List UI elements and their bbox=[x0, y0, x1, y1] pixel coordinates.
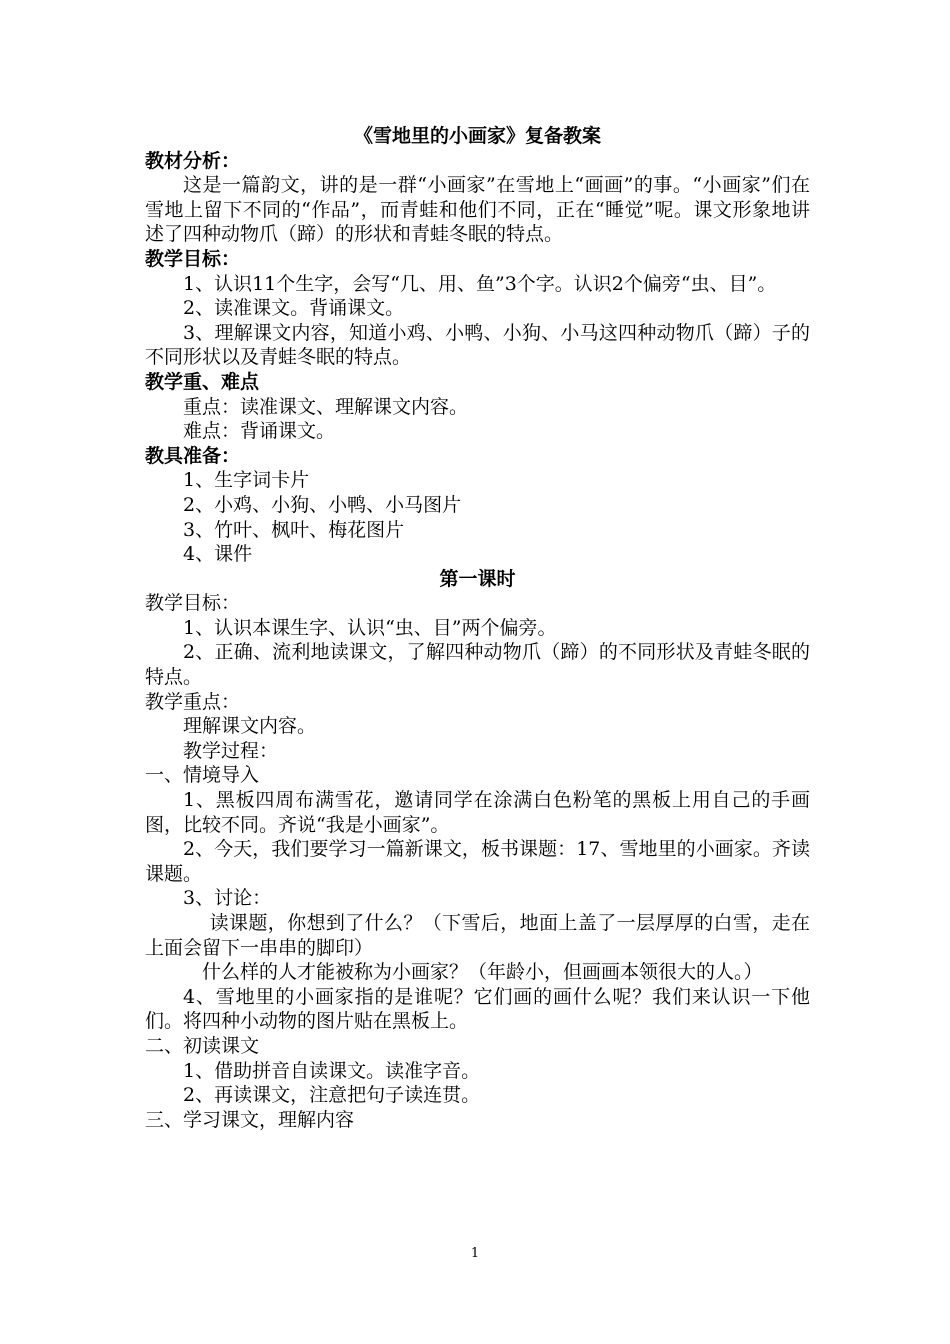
step2-item: 1、借助拼音自读课文。读准字音。 bbox=[183, 1059, 481, 1082]
goal-item: 1、认识11个生字，会写“几、用、鱼”3个字。认识2个偏旁“虫、目”。 bbox=[183, 272, 777, 295]
lesson1-focus-text: 理解课文内容。 bbox=[183, 715, 317, 738]
analysis-text: 这是一篇韵文，讲的是一群“小画家”在雪地上“画画”的事。“小画家”们在雪地上留下不同的“作品”，而青蛙和他们不同，正在“睡觉”呢。课文形象地讲述了四种动物爪（蹄）的形状和青蛙冬眠的特点。 bbox=[145, 174, 810, 246]
step3-heading: 三、学习课文，理解内容 bbox=[145, 1108, 355, 1131]
material-item: 4、课件 bbox=[183, 543, 253, 566]
step1-heading: 一、情境导入 bbox=[145, 764, 260, 787]
step2-item: 2、再读课文，注意把句子读连贯。 bbox=[183, 1084, 481, 1107]
lesson1-goals-label: 教学目标： bbox=[145, 592, 241, 615]
goal-item: 3、理解课文内容，知道小鸡、小鸭、小狗、小马这四种动物爪（蹄）子的不同形状以及青蛙冬眠的特点。 bbox=[145, 321, 810, 369]
goal-item: 2、读准课文。背诵课文。 bbox=[183, 297, 405, 320]
discussion-item: 什么样的人才能被称为小画家？（年龄小，但画画本领很大的人。） bbox=[202, 961, 763, 984]
goals-heading: 教学目标： bbox=[145, 247, 241, 270]
material-item: 1、生字词卡片 bbox=[183, 469, 310, 492]
lesson1-goal-item: 1、认识本课生字、认识“虫、目”两个偏旁。 bbox=[183, 616, 557, 639]
material-item: 2、小鸡、小狗、小鸭、小马图片 bbox=[183, 493, 462, 516]
document-content bbox=[145, 124, 810, 1132]
step1-item: 3、讨论： bbox=[183, 887, 272, 910]
materials-heading: 教具准备： bbox=[145, 444, 241, 467]
process-label: 教学过程： bbox=[183, 739, 279, 762]
step1-item: 4、雪地里的小画家指的是谁呢？它们画的画什么呢？我们来认识一下他们。将四种小动物的图片贴在黑板上。 bbox=[145, 985, 810, 1033]
lesson1-focus-label: 教学重点： bbox=[145, 690, 241, 713]
step2-heading: 二、初读课文 bbox=[145, 1034, 260, 1057]
lesson1-goal-item: 2、正确、流利地读课文，了解四种动物爪（蹄）的不同形状及青蛙冬眠的特点。 bbox=[145, 641, 810, 689]
material-item: 3、竹叶、枫叶、梅花图片 bbox=[183, 518, 405, 541]
page-number: 1 bbox=[470, 1246, 480, 1261]
lesson1-heading: 第一课时 bbox=[439, 567, 516, 590]
keypoints-heading: 教学重、难点 bbox=[145, 370, 260, 393]
document-title: 《雪地里的小画家》复备教案 bbox=[353, 125, 601, 147]
discussion-item: 读课题，你想到了什么？（下雪后，地面上盖了一层厚厚的白雪，走在上面会留下一串串的脚印） bbox=[145, 912, 810, 959]
step1-item: 2、今天，我们要学习一篇新课文，板书课题：17、雪地里的小画家。齐读课题。 bbox=[145, 838, 810, 885]
keypoint-item: 难点：背诵课文。 bbox=[183, 420, 336, 443]
analysis-heading: 教材分析： bbox=[145, 149, 241, 172]
step1-item: 1、黑板四周布满雪花，邀请同学在涂满白色粉笔的黑板上用自己的手画图，比较不同。齐说“我是小画家”。 bbox=[145, 789, 810, 836]
keypoint-item: 重点：读准课文、理解课文内容。 bbox=[183, 395, 469, 418]
